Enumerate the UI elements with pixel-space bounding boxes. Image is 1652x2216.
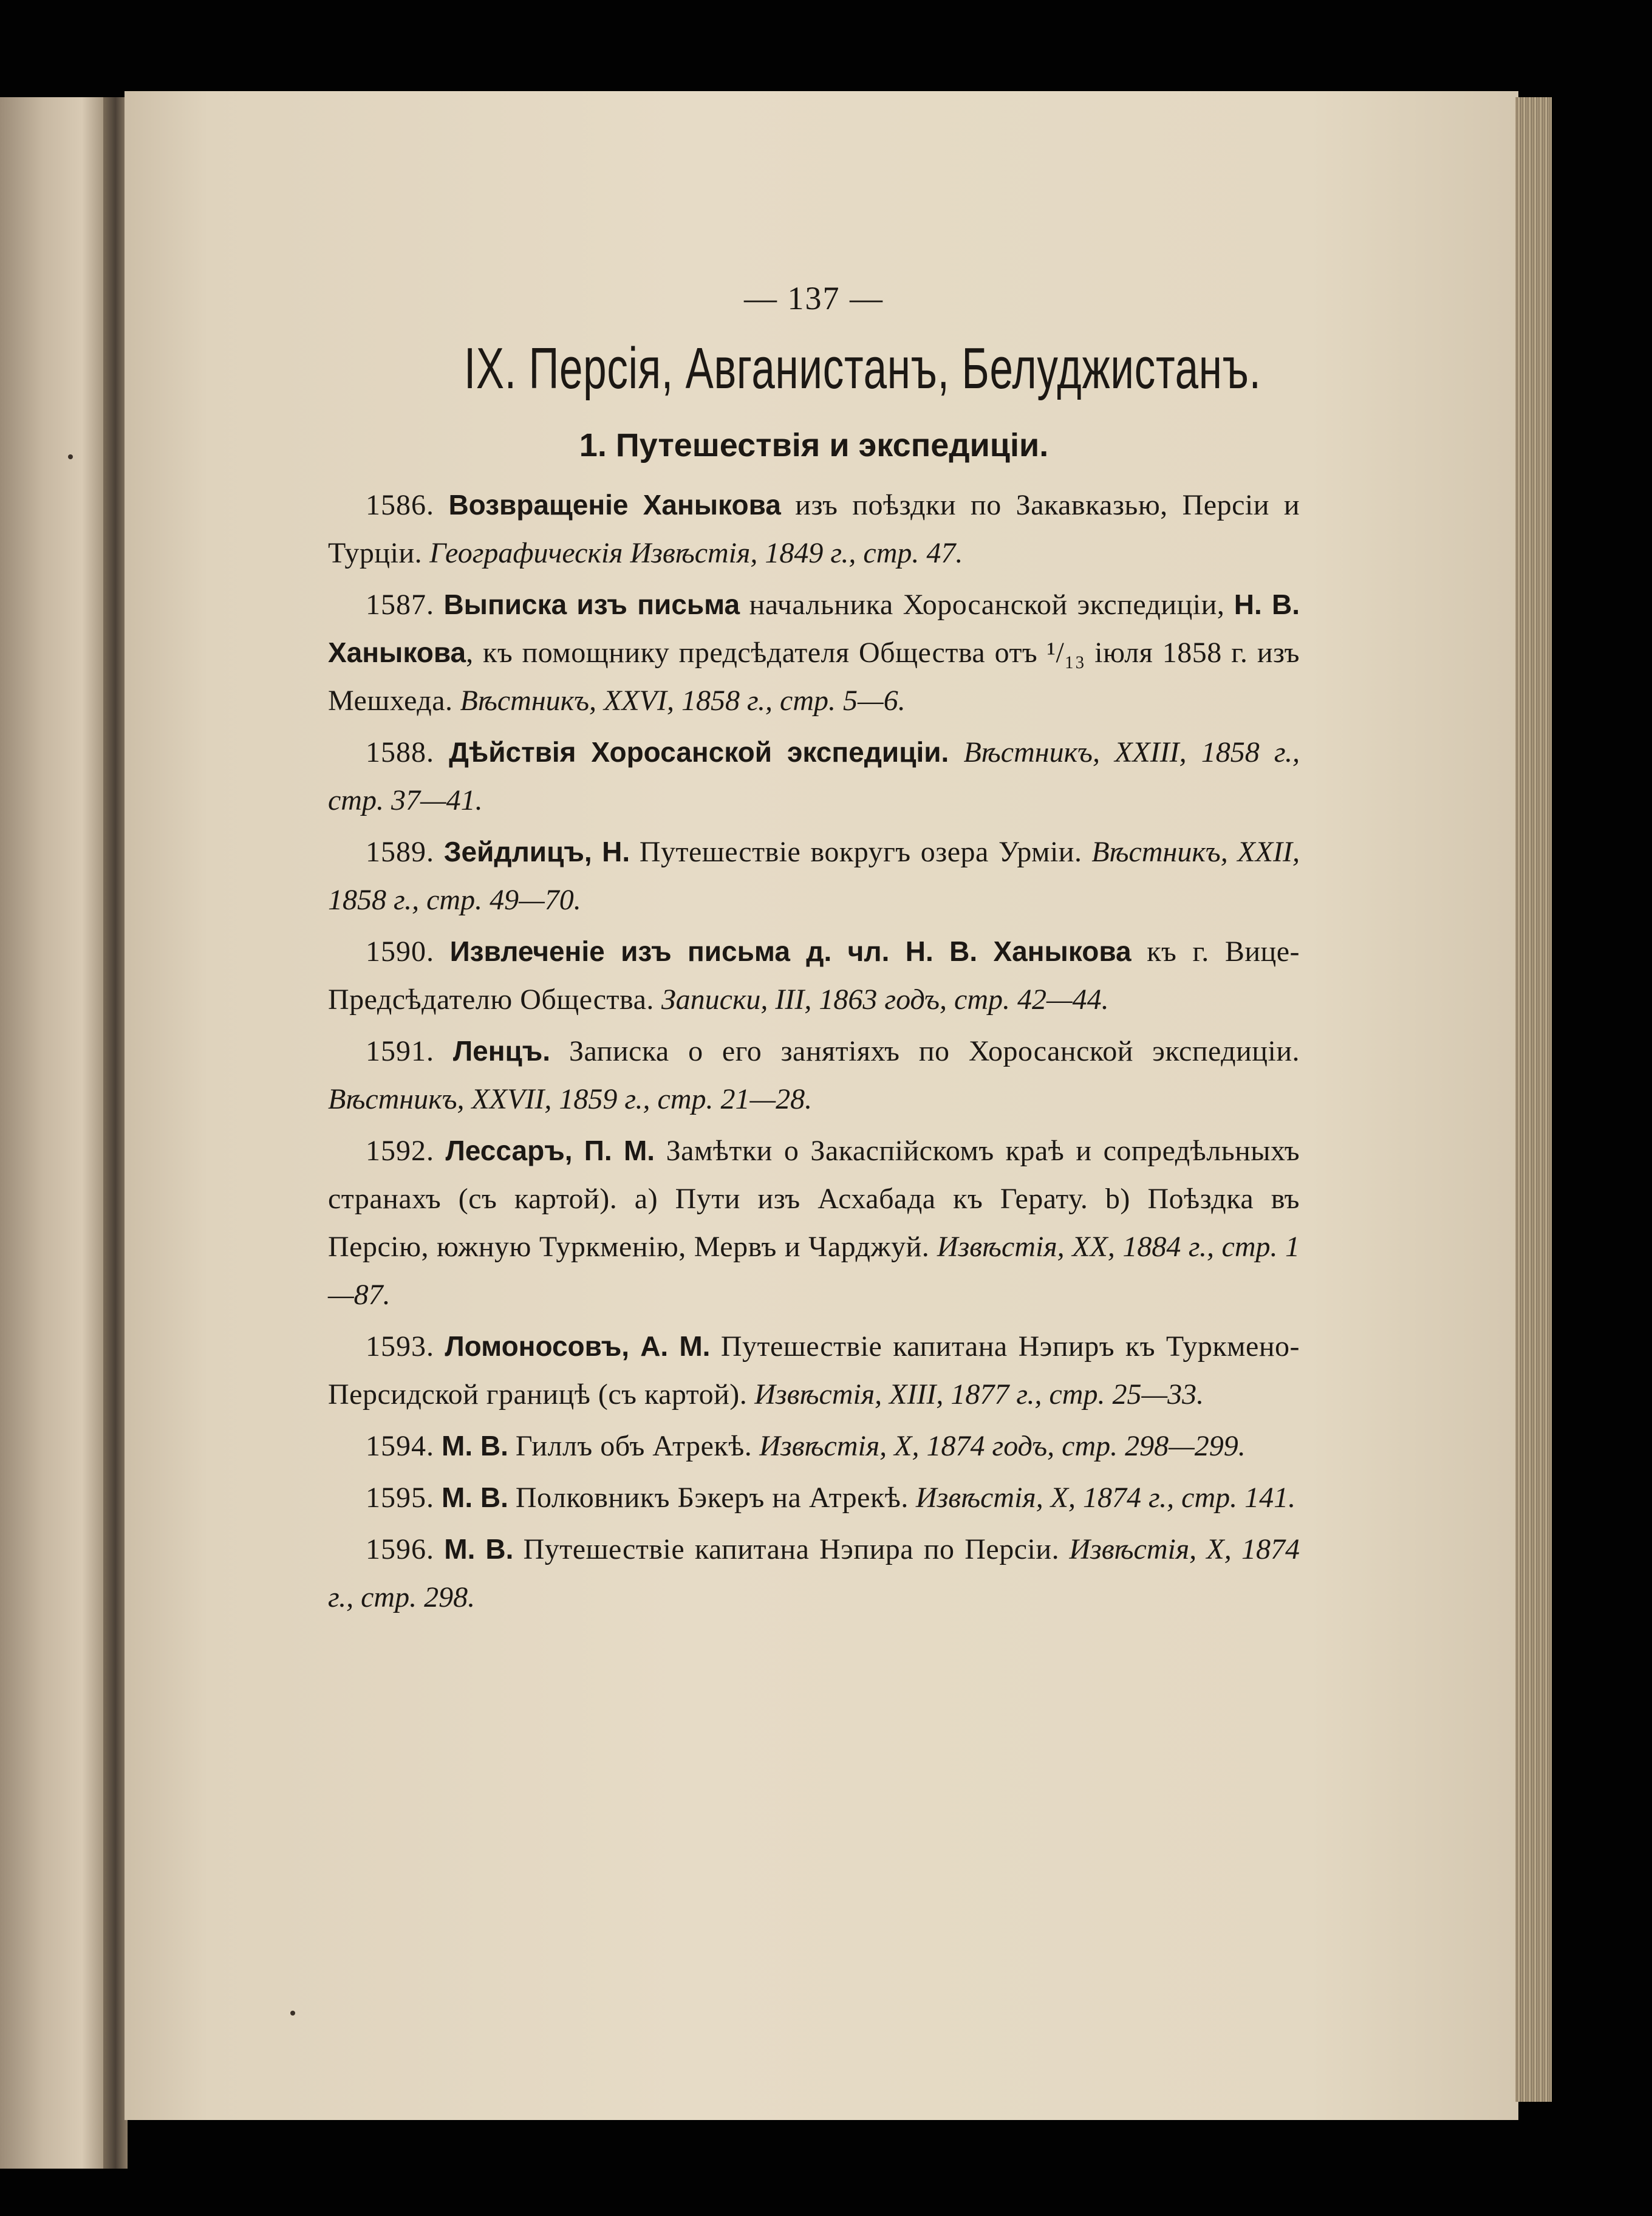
speck: [68, 454, 73, 459]
bibliography-entry: [328, 1525, 1300, 1621]
bibliography-entry: [328, 728, 1300, 824]
book-gutter: [103, 97, 128, 2169]
entry-author: Дѣйствія Хоросанской экспедиціи.: [449, 736, 949, 768]
entry-citation: Извѣстія, XX, 1884 г., стр. 1—87.: [328, 1231, 1300, 1311]
entry-number: 1587.: [366, 589, 434, 621]
entry-number: 1593.: [366, 1330, 434, 1363]
entry-text: Гиллъ объ Атрекѣ.: [515, 1430, 753, 1462]
entry-text: Путешествіе вокругъ озера Урміи.: [639, 836, 1082, 868]
entry-text: начальника Хоросанской экспедиціи,: [749, 589, 1225, 621]
entry-author: Возвращеніе Ханыкова: [448, 489, 781, 521]
entry-number: 1596.: [366, 1533, 434, 1565]
entry-number: 1588.: [366, 736, 434, 768]
entry-citation: Извѣстія, XIII, 1877 г., стр. 25—33.: [754, 1378, 1204, 1411]
entry-author: М. В.: [444, 1533, 514, 1565]
entry-text: Записка о его занятіяхъ по Хоросанской экспедиціи.: [568, 1035, 1300, 1067]
entry-text: Путешествіе капитана Нэпира по Персіи.: [523, 1533, 1060, 1565]
left-page-edge: [0, 97, 109, 2169]
entry-text: Путешествіе капитана Нэпиръ къ Туркмено-Персидской границѣ (съ картой).: [328, 1330, 1300, 1411]
entry-text: Замѣтки о Закаспійскомъ краѣ и сопредѣльныхъ странахъ (съ картой). a) Пути изъ Асхабада къ Герату. b) Поѣздка въ Персію, южную Туркменію, Мервъ и Чарджуй.: [328, 1135, 1300, 1263]
page-number: — 137 —: [744, 280, 884, 316]
entry-author: Лессаръ, П. М.: [445, 1135, 655, 1166]
entry-citation: Извѣстія, X, 1874 г., стр. 298.: [328, 1533, 1300, 1613]
bibliography-entry: [328, 1027, 1300, 1123]
section-title: 1. Путешествія и экспедиціи.: [579, 427, 1049, 463]
entry-author: М. В.: [442, 1482, 508, 1513]
chapter-title: IX. Персія, Авганистанъ, Белуджистанъ.: [464, 336, 1261, 401]
entry-text: изъ поѣздки по Закавказью, Персіи и Турціи.: [328, 489, 1300, 569]
entry-citation: Вѣстникъ, XXVI, 1858 г., стр. 5—6.: [460, 685, 906, 717]
bibliography-entry: [328, 828, 1300, 924]
entry-author: Ленцъ.: [452, 1035, 551, 1067]
entry-number: 1590.: [366, 935, 434, 968]
entry-number: 1595.: [366, 1482, 434, 1514]
bibliography-entry: [328, 1474, 1300, 1522]
bibliography-entry: [328, 928, 1300, 1024]
entry-citation: Вѣстникъ, XXVII, 1859 г., стр. 21—28.: [328, 1083, 813, 1115]
entry-author-secondary: Н. В. Ханыкова: [328, 589, 1300, 668]
entry-citation: Вѣстникъ, XXIII, 1858 г., стр. 37—41.: [328, 736, 1300, 816]
bibliography-entry: [328, 581, 1300, 725]
bibliography-entry: [328, 481, 1300, 577]
entry-text-secondary: , къ помощнику предсѣдателя Общества отъ ¹/₁₃ іюля 1858 г. изъ Мешхеда.: [328, 637, 1300, 717]
entry-citation: Извѣстія, X, 1874 годъ, стр. 298—299.: [759, 1430, 1246, 1462]
page-edges: [1515, 97, 1552, 2102]
entry-citation: Извѣстія, X, 1874 г., стр. 141.: [915, 1482, 1296, 1514]
bibliography-entry: [328, 1322, 1300, 1418]
bibliography-entry: [328, 1422, 1300, 1470]
entry-number: 1591.: [366, 1035, 434, 1067]
bibliography-entry: [328, 1127, 1300, 1319]
entry-author: Извлеченіе изъ письма д. чл. Н. В. Ханыкова: [449, 935, 1131, 967]
entry-citation: Географическія Извѣстія, 1849 г., стр. 47.: [429, 537, 963, 569]
page-content: [328, 267, 1300, 1625]
entry-number: 1594.: [366, 1430, 434, 1462]
entry-text: къ г. Вице-Предсѣдателю Общества.: [328, 935, 1300, 1016]
entry-author: Зейдлицъ, Н.: [443, 836, 630, 867]
entry-citation: Записки, III, 1863 годъ, стр. 42—44.: [661, 983, 1109, 1016]
speck: [290, 2011, 295, 2016]
entry-number: 1592.: [366, 1135, 434, 1167]
entry-author: Выписка изъ письма: [443, 589, 740, 620]
entry-number: 1586.: [366, 489, 434, 521]
entry-number: 1589.: [366, 836, 434, 868]
entry-author: Ломоносовъ, А. М.: [445, 1330, 711, 1362]
entry-text: Полковникъ Бэкеръ на Атрекѣ.: [515, 1482, 909, 1514]
entry-author: М. В.: [442, 1430, 508, 1462]
entry-citation: Вѣстникъ, XXII, 1858 г., стр. 49—70.: [328, 836, 1300, 916]
